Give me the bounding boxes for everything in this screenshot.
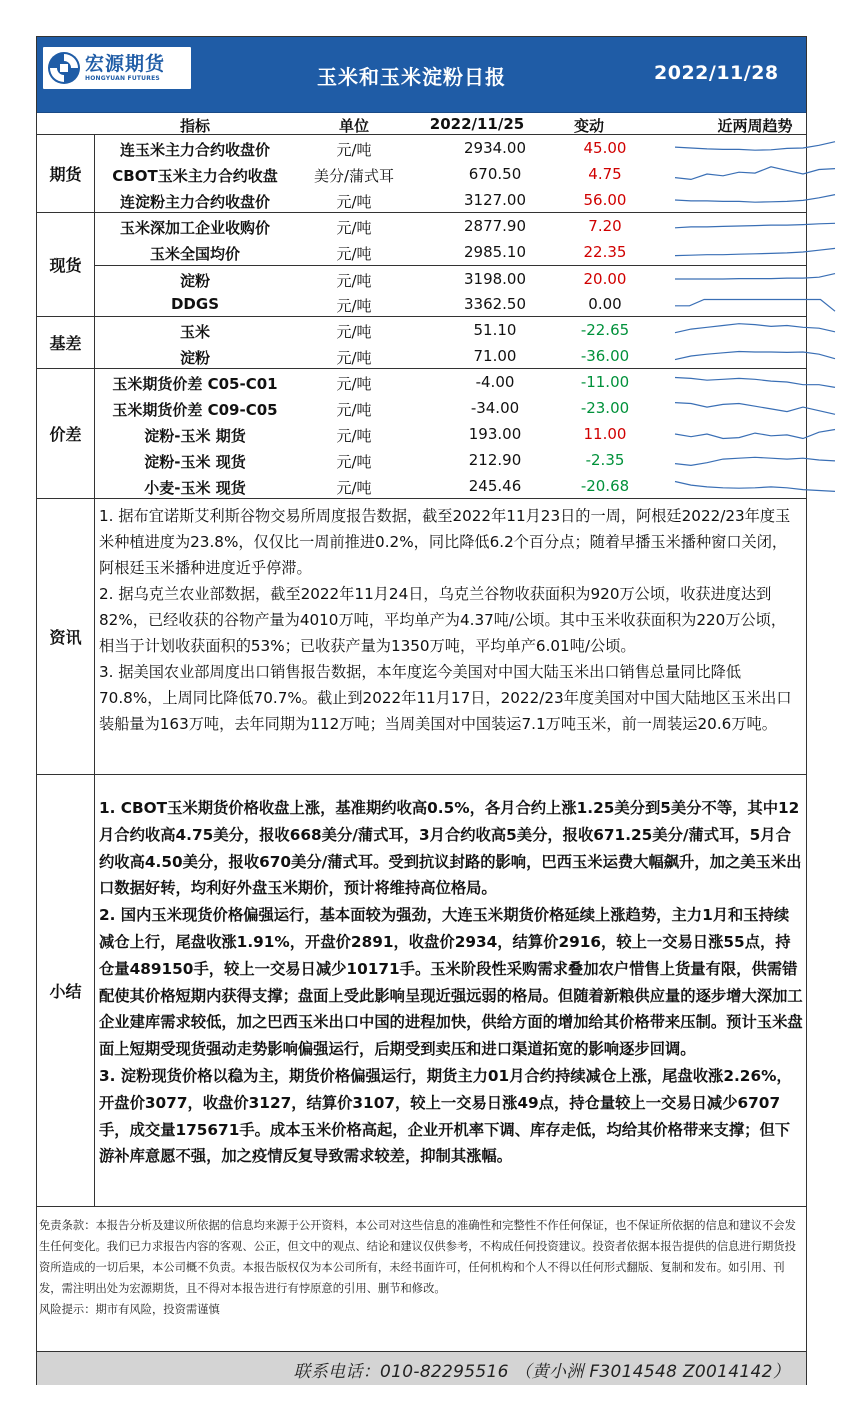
indicator-name: 连淀粉主力合约收盘价	[119, 193, 270, 211]
value-cell: 2985.10	[463, 243, 527, 261]
trend-sparkline	[673, 397, 837, 419]
report-title: 玉米和玉米淀粉日报	[317, 65, 506, 89]
news-paragraph: 3. 据美国农业部周度出口销售报告数据，本年度迄今美国对中国大陆玉米出口销售总量同比降低70.8%，上周同比降低70.7%。截止到2022年11月17日，2022/23年度美国对中国大陆地区玉米出口装船量为163万吨，去年同期为112万吨；当周美国对中国装运7.1万吨玉米，前一周装运20.6万吨。	[99, 663, 792, 733]
news-body	[99, 503, 801, 737]
header-change: 变动	[573, 117, 604, 135]
indicator-name: 淀粉	[179, 272, 210, 290]
news-paragraph: 2. 据乌克兰农业部数据，截至2022年11月24日，乌克兰谷物收获面积为920万公顷，收获进度达到82%，已经收获的谷物产量为4010万吨，平均单产为4.37吨/公顷。其中玉米收获面积为220万公顷，相当于计划收获面积的53%；已收获产量为1350万吨，平均单产6.01吨/公顷。	[99, 585, 787, 655]
indicator-name: DDGS	[170, 295, 220, 313]
table-header	[37, 113, 806, 135]
value-cell: 193.00	[468, 425, 522, 443]
value-cell: 51.10	[473, 321, 517, 339]
indicator-name: 玉米	[179, 323, 210, 341]
change-cell: 11.00	[583, 425, 627, 443]
trend-line	[675, 430, 835, 439]
trend-sparkline	[673, 449, 837, 471]
change-cell: 22.35	[583, 243, 627, 261]
summary-paragraph: 2. 国内玉米现货价格偏强运行，基本面较为强劲，大连玉米期货价格延续上涨趋势，主力1月和玉持续减仓上行，尾盘收涨1.91%，开盘价2891，收盘价2934，结算价2916，较上一交易日涨55点，持仓量489150手，较上一交易日减少10171手。玉米阶段性采购需求叠加农户惜售上货量有限，供需错配使其价格短期内获得支撑；盘面上受此影响呈现近强远弱的格局。但随着新粮供应量的逐步增大深加工企业建库需求较低，加之巴西玉米出口中国的进程加快，供给方面的增加给其价格带来压制。预计玉米盘面上短期受现货强动走势影响偏强运行，后期受到卖压和进口渠道拓宽的影响逐步回调。	[99, 906, 803, 1059]
logo-chinese-text: 宏源期货	[85, 52, 166, 75]
unit-cell: 元/吨	[336, 219, 372, 237]
contact-info: 联系电话：010-82295516 （黄小洲 F3014548 Z0014142）	[293, 1362, 790, 1382]
trend-line	[675, 223, 835, 228]
change-cell: 7.20	[588, 217, 622, 235]
value-cell: 3362.50	[463, 295, 527, 313]
change-cell: 4.75	[588, 165, 622, 183]
table-row	[95, 421, 806, 447]
change-cell: 56.00	[583, 191, 627, 209]
trend-sparkline	[673, 293, 837, 315]
indicator-name: 玉米深加工企业收购价	[119, 219, 270, 237]
value-cell: 670.50	[468, 165, 522, 183]
indicator-name: 淀粉-玉米 现货	[144, 453, 246, 471]
indicator-name: 玉米期货价差 C09-C05	[112, 401, 278, 419]
trend-sparkline	[673, 319, 837, 341]
value-cell: 245.46	[468, 477, 522, 495]
unit-cell: 元/吨	[336, 401, 372, 419]
table-row	[95, 187, 806, 213]
category-label: 现货	[37, 213, 95, 316]
news-paragraph: 1. 据布宜诺斯艾利斯谷物交易所周度报告数据，截至2022年11月23日的一周，阿根廷2022/23年度玉米种植进度为23.8%，仅仅比一周前推进0.2%，同比降低6.2个百分点；随着早播玉米播种窗口关闭，阿根廷玉米播种进度近乎停滞。	[99, 507, 791, 577]
table-group	[37, 135, 806, 213]
trend-sparkline	[673, 268, 837, 290]
logo-emblem-icon	[47, 51, 81, 85]
logo-english-text: HONGYUAN FUTURES	[85, 74, 160, 82]
unit-cell: 元/吨	[336, 323, 372, 341]
summary-section	[37, 775, 806, 1207]
trend-line	[675, 248, 835, 255]
table-group	[37, 369, 806, 499]
trend-line	[675, 195, 835, 203]
company-logo	[43, 47, 191, 89]
trend-sparkline	[673, 137, 837, 159]
change-cell: 0.00	[588, 295, 622, 313]
trend-sparkline	[673, 215, 837, 237]
table-row	[95, 265, 806, 291]
unit-cell: 元/吨	[336, 272, 372, 290]
table-row	[95, 317, 806, 343]
trend-sparkline	[673, 423, 837, 445]
change-cell: 20.00	[583, 270, 627, 288]
table-row	[95, 447, 806, 473]
report-date: 2022/11/28	[654, 62, 779, 84]
indicator-name: 玉米全国均价	[149, 245, 240, 263]
table-row	[95, 213, 806, 239]
category-label: 期货	[37, 135, 95, 212]
unit-cell: 元/吨	[336, 479, 372, 497]
summary-paragraph: 1. CBOT玉米期货价格收盘上涨，基准期约收高0.5%，各月合约上涨1.25美分到5美分不等，其中12月合约收高4.75美分，报收668美分/蒲式耳，3月合约收高5美分，报收671.25美分/蒲式耳，5月合约收高4.50美分，报收670美分/蒲式耳。受到抗议封路的影响，巴西玉米运费大幅飙升，加之美玉米出口数据好转，均利好外盘玉米期价，预计将维持高位格局。	[99, 799, 802, 898]
table-row	[95, 161, 806, 187]
summary-category-label: 小结	[37, 775, 95, 1206]
indicator-name: 淀粉	[179, 349, 210, 367]
unit-cell: 美分/蒲式耳	[313, 167, 395, 185]
trend-sparkline	[673, 189, 837, 211]
unit-cell: 元/吨	[336, 245, 372, 263]
unit-cell: 元/吨	[336, 453, 372, 471]
trend-line	[675, 167, 835, 180]
indicator-name: 淀粉-玉米 期货	[144, 427, 246, 445]
table-row	[95, 473, 806, 499]
value-cell: 2877.90	[463, 217, 527, 235]
unit-cell: 元/吨	[336, 349, 372, 367]
table-row	[95, 291, 806, 317]
trend-line	[675, 274, 835, 279]
unit-cell: 元/吨	[336, 427, 372, 445]
table-group	[37, 317, 806, 369]
change-cell: -22.65	[580, 321, 630, 339]
change-cell: -20.68	[580, 477, 630, 495]
change-cell: 45.00	[583, 139, 627, 157]
trend-sparkline	[673, 475, 837, 497]
value-cell: 212.90	[468, 451, 522, 469]
disclaimer	[39, 1215, 801, 1320]
change-cell: -36.00	[580, 347, 630, 365]
change-cell: -11.00	[580, 373, 630, 391]
trend-line	[675, 378, 835, 388]
report-header	[37, 37, 806, 113]
trend-line	[675, 142, 835, 151]
value-cell: -34.00	[470, 399, 520, 417]
table-row	[95, 395, 806, 421]
news-category-label: 资讯	[37, 499, 95, 774]
table-row	[95, 135, 806, 161]
summary-body	[99, 795, 804, 1170]
trend-line	[675, 324, 835, 333]
unit-cell: 元/吨	[336, 297, 372, 315]
trend-line	[675, 300, 835, 312]
indicator-name: 小麦-玉米 现货	[144, 479, 246, 497]
indicator-name: CBOT玉米主力合约收盘	[112, 167, 278, 185]
category-label: 基差	[37, 317, 95, 368]
value-cell: -4.00	[475, 373, 515, 391]
indicator-name: 玉米期货价差 C05-C01	[112, 375, 278, 393]
trend-line	[675, 352, 835, 360]
change-cell: -23.00	[580, 399, 630, 417]
header-unit: 单位	[338, 117, 369, 135]
header-trend: 近两周趋势	[717, 117, 793, 135]
header-indicator: 指标	[179, 117, 210, 135]
unit-cell: 元/吨	[336, 375, 372, 393]
risk-warning: 风险提示：期市有风险，投资需谨慎	[39, 1303, 220, 1316]
trend-line	[675, 403, 835, 415]
trend-sparkline	[673, 241, 837, 263]
disclaimer-text: 免责条款：本报告分析及建议所依据的信息均来源于公开资料，本公司对这些信息的准确性和完整性不作任何保证，也不保证所依据的信息和建议不会发生任何变化。我们已力求报告内容的客观、公正，但文中的观点、结论和建议仅供参考，不构成任何投资建议。投资者依据本报告提供的信息进行期货投资所造成的一切后果，本公司概不负责。本报告版权仅为本公司所有，未经书面许可，任何机构和个人不得以任何形式翻版、复制和发布。如引用、刊发，需注明出处为宏源期货，且不得对本报告进行有悖原意的引用、删节和修改。	[39, 1219, 796, 1295]
change-cell: -2.35	[585, 451, 625, 469]
trend-line	[675, 457, 835, 465]
report-document	[36, 36, 807, 1385]
value-cell: 2934.00	[463, 139, 527, 157]
value-cell: 71.00	[473, 347, 517, 365]
table-row	[95, 343, 806, 369]
summary-paragraph: 3. 淀粉现货价格以稳为主，期货价格偏强运行，期货主力01月合约持续减仓上涨，尾盘收涨2.26%，开盘价3077，收盘价3127，结算价3107，较上一交易日涨49点，持仓量较上一交易日减少6707手，成交量175671手。成本玉米价格高起，企业开机率下调、库存走低，均给其价格带来支撑；但下游补库意愿不强，加之疫情反复导致需求较差，抑制其涨幅。	[99, 1066, 792, 1166]
value-cell: 3198.00	[463, 270, 527, 288]
header-date: 2022/11/25	[429, 115, 525, 133]
trend-sparkline	[673, 345, 837, 367]
contact-bar	[37, 1351, 806, 1385]
trend-sparkline	[673, 371, 837, 393]
indicator-name: 连玉米主力合约收盘价	[119, 141, 270, 159]
value-cell: 3127.00	[463, 191, 527, 209]
table-group	[37, 213, 806, 317]
unit-cell: 元/吨	[336, 141, 372, 159]
trend-sparkline	[673, 163, 837, 185]
news-section	[37, 499, 806, 775]
table-row	[95, 239, 806, 265]
unit-cell: 元/吨	[336, 193, 372, 211]
table-row	[95, 369, 806, 395]
category-label: 价差	[37, 369, 95, 498]
trend-line	[675, 482, 835, 492]
